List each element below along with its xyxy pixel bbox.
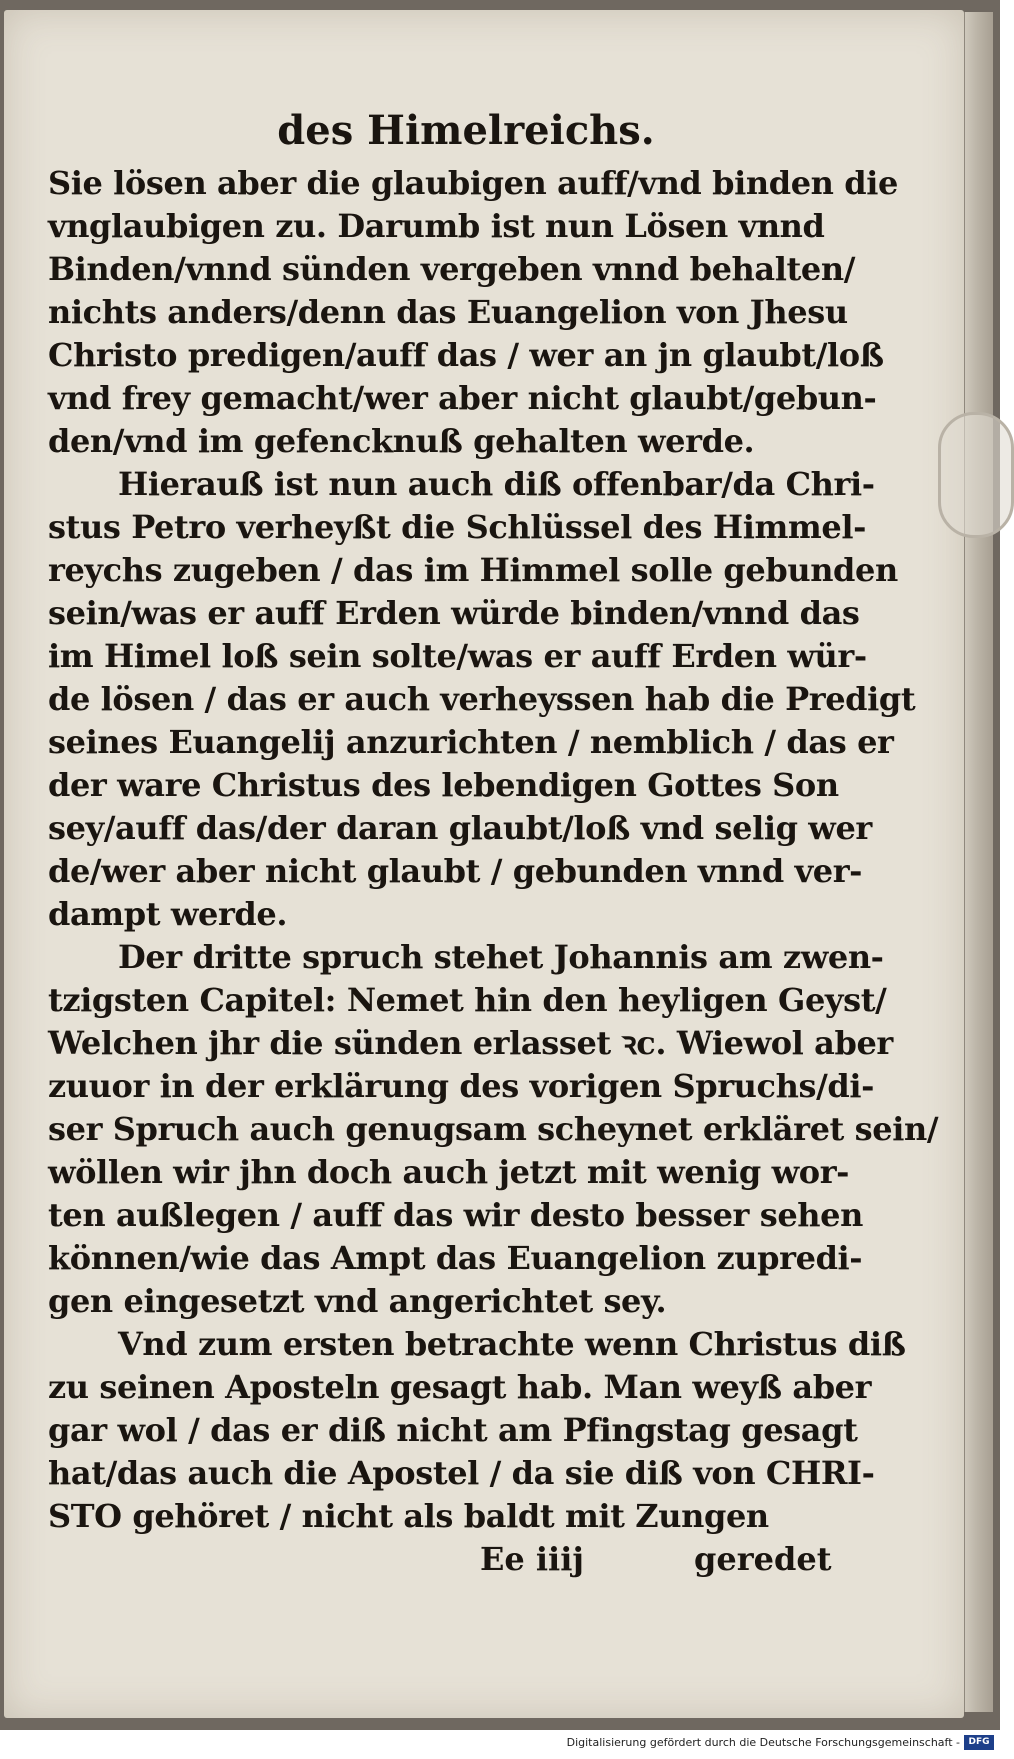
text-line: seines Euangelij anzurichten / nemblich / das er — [48, 723, 894, 761]
text-line: Christo predigen/auff das / wer an jn glaubt/loß — [48, 336, 884, 374]
text-line: sein/was er auff Erden würde binden/vnnd das — [48, 594, 860, 632]
text-line: vnglaubigen zu. Darumb ist nun Lösen vnnd — [48, 207, 825, 245]
text-line: de/wer aber nicht glaubt / gebunden vnnd ver- — [48, 852, 863, 890]
text-line: stus Petro verheyßt die Schlüssel des Himmel- — [48, 508, 866, 546]
signature-mark: Ee iiij — [480, 1540, 584, 1578]
text-line: gen eingesetzt vnd angerichtet sey. — [48, 1282, 667, 1320]
text-line: nichts anders/denn das Euangelion von Jhesu — [48, 293, 848, 331]
dfg-logo-icon: DFG — [964, 1735, 994, 1750]
page-text — [48, 100, 939, 1581]
text-line: tzigsten Capitel: Nemet hin den heyligen Geyst/ — [48, 981, 887, 1019]
text-lines — [48, 162, 939, 1538]
text-line: hat/das auch die Apostel / da sie diß von CHRI- — [48, 1454, 875, 1492]
text-line: ten außlegen / auff das wir desto besser sehen — [48, 1196, 863, 1234]
catchword: geredet — [694, 1540, 832, 1578]
text-line: den/vnd im gefencknuß gehalten werde. — [48, 422, 755, 460]
text-line: Vnd zum ersten betrachte wenn Christus diß — [118, 1325, 906, 1363]
text-line: gar wol / das er diß nicht am Pfingstag gesagt — [48, 1411, 858, 1449]
text-line: zu seinen Aposteln gesagt hab. Man weyß aber — [48, 1368, 872, 1406]
text-line: ser Spruch auch genugsam scheynet erkläret sein/ — [48, 1110, 939, 1148]
text-line: Sie lösen aber die glaubigen auff/vnd binden die — [48, 164, 898, 202]
text-line: der ware Christus des lebendigen Gottes Son — [48, 766, 839, 804]
text-line: Hierauß ist nun auch diß offenbar/da Chri- — [118, 465, 875, 503]
running-head: des Himelreichs. — [277, 107, 655, 154]
footer-bar — [0, 1730, 1000, 1759]
text-line: reychs zugeben / das im Himmel solle gebunden — [48, 551, 898, 589]
text-line: de lösen / das er auch verheyssen hab die Predigt — [48, 680, 916, 718]
book-clasp — [938, 412, 1014, 538]
page-edge — [964, 12, 993, 1712]
text-line: im Himel loß sein solte/was er auff Erden wür- — [48, 637, 867, 675]
text-line: sey/auff das/der daran glaubt/loß vnd selig wer — [48, 809, 872, 847]
text-line: Binden/vnnd sünden vergeben vnnd behalten/ — [48, 250, 855, 288]
text-line: wöllen wir jhn doch auch jetzt mit wenig wor- — [48, 1153, 850, 1191]
text-line: können/wie das Ampt das Euangelion zupredi- — [48, 1239, 863, 1277]
page-footer — [48, 1538, 832, 1581]
text-line: dampt werde. — [48, 895, 288, 933]
text-line: STO gehöret / nicht als baldt mit Zungen — [48, 1497, 769, 1535]
funding-credit: Digitalisierung gefördert durch die Deutsche Forschungsgemeinschaft - — [566, 1736, 960, 1749]
text-line: vnd frey gemacht/wer aber nicht glaubt/gebun- — [48, 379, 877, 417]
text-line: zuuor in der erklärung des vorigen Spruchs/di- — [48, 1067, 874, 1105]
text-line: Der dritte spruch stehet Johannis am zwen- — [118, 938, 884, 976]
text-line: Welchen jhr die sünden erlasset ꝛc. Wiewol aber — [48, 1024, 893, 1062]
